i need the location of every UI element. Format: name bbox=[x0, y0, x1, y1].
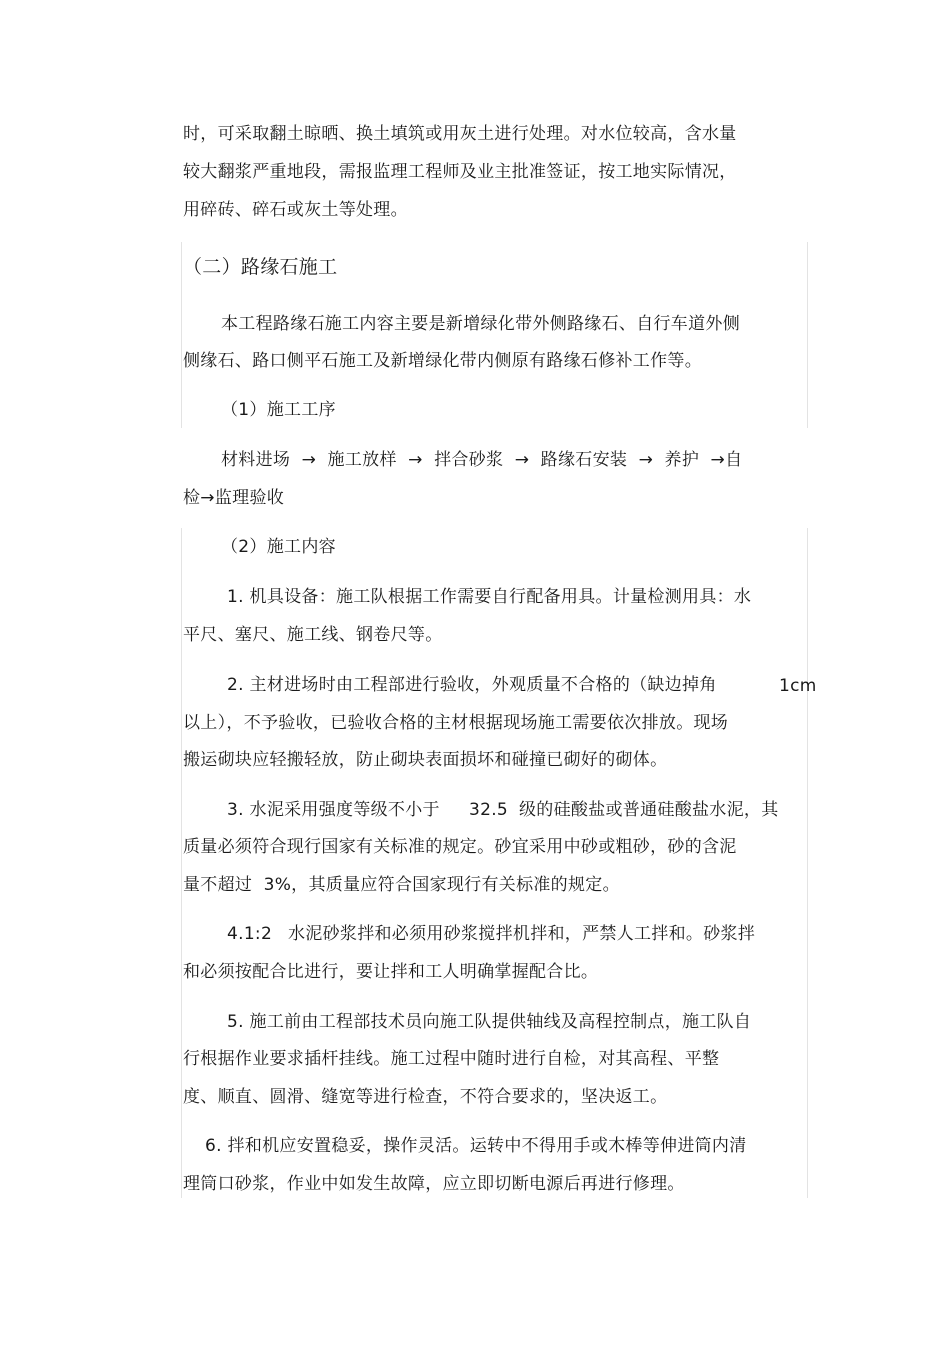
item-1-line-2: 平尺、塞尺、施工线、钢卷尺等。 bbox=[183, 625, 443, 645]
item-4-line-1-a: 4.1:2 bbox=[227, 924, 273, 944]
item-3-line-1-a: 3. 水泥采用强度等级不小于 bbox=[227, 800, 440, 820]
section-paragraph-line-2: 侧缘石、路口侧平石施工及新增绿化带内侧原有路缘石修补工作等。 bbox=[183, 351, 702, 371]
item-3-line-2: 质量必须符合现行国家有关标准的规定。砂宜采用中砂或粗砂，砂的含泥 bbox=[183, 837, 737, 857]
item-3-line-1-b: 级的硅酸盐或普通硅酸盐水泥，其 bbox=[519, 800, 779, 820]
subheading-procedure: （1）施工工序 bbox=[221, 400, 336, 420]
intro-line-2: 较大翻浆严重地段，需报监理工程师及业主批准签证，按工地实际情况， bbox=[183, 162, 737, 182]
item-5-line-1: 5. 施工前由工程部技术员向施工队提供轴线及高程控制点，施工队自 bbox=[227, 1012, 752, 1032]
subheading-content: （2）施工内容 bbox=[221, 537, 336, 557]
section-heading: （二）路缘石施工 bbox=[183, 256, 338, 278]
item-6-line-2: 理筒口砂浆，作业中如发生故障，应立即切断电源后再进行修理。 bbox=[183, 1174, 685, 1194]
item-5-line-2: 行根据作业要求插杆挂线。施工过程中随时进行自检，对其高程、平整 bbox=[183, 1049, 720, 1069]
item-2-line-1: 2. 主材进场时由工程部进行验收，外观质量不合格的（缺边掉角 bbox=[227, 675, 717, 695]
procedure-flow-line-2: 检→监理验收 bbox=[183, 488, 285, 508]
left-rule-lower bbox=[181, 528, 182, 1198]
item-4-line-1-b: 水泥砂浆拌和必须用砂浆搅拌机拌和，严禁人工拌和。砂浆拌 bbox=[288, 924, 756, 944]
right-rule-upper bbox=[807, 242, 808, 428]
item-3-line-1-value: 32.5 bbox=[469, 800, 509, 820]
intro-line-1: 时，可采取翻土晾晒、换土填筑或用灰土进行处理。对水位较高，含水量 bbox=[183, 124, 737, 144]
section-paragraph-line-1: 本工程路缘石施工内容主要是新增绿化带外侧路缘石、自行车道外侧 bbox=[221, 314, 740, 334]
item-4-line-2: 和必须按配合比进行，要让拌和工人明确掌握配合比。 bbox=[183, 962, 599, 982]
left-rule-upper bbox=[181, 242, 182, 428]
item-1-line-1: 1. 机具设备：施工队根据工作需要自行配备用具。计量检测用具：水 bbox=[227, 587, 752, 607]
right-rule-lower bbox=[807, 528, 808, 1198]
item-2-line-3: 搬运砌块应轻搬轻放，防止砌块表面损坏和碰撞已砌好的砌体。 bbox=[183, 750, 668, 770]
intro-line-3: 用碎砖、碎石或灰土等处理。 bbox=[183, 200, 408, 220]
procedure-flow-line-1: 材料进场 → 施工放样 → 拌合砂浆 → 路缘石安装 → 养护 →自 bbox=[221, 450, 743, 470]
item-2-line-1-value: 1cm bbox=[779, 676, 817, 696]
item-6-line-1: 6. 拌和机应安置稳妥，操作灵活。运转中不得用手或木棒等伸进筒内清 bbox=[205, 1136, 747, 1156]
item-5-line-3: 度、顺直、圆滑、缝宽等进行检查，不符合要求的，坚决返工。 bbox=[183, 1087, 668, 1107]
item-2-line-2: 以上），不予验收，已验收合格的主材根据现场施工需要依次排放。现场 bbox=[183, 713, 729, 733]
item-3-line-3: 量不超过 3%，其质量应符合国家现行有关标准的规定。 bbox=[183, 875, 620, 895]
